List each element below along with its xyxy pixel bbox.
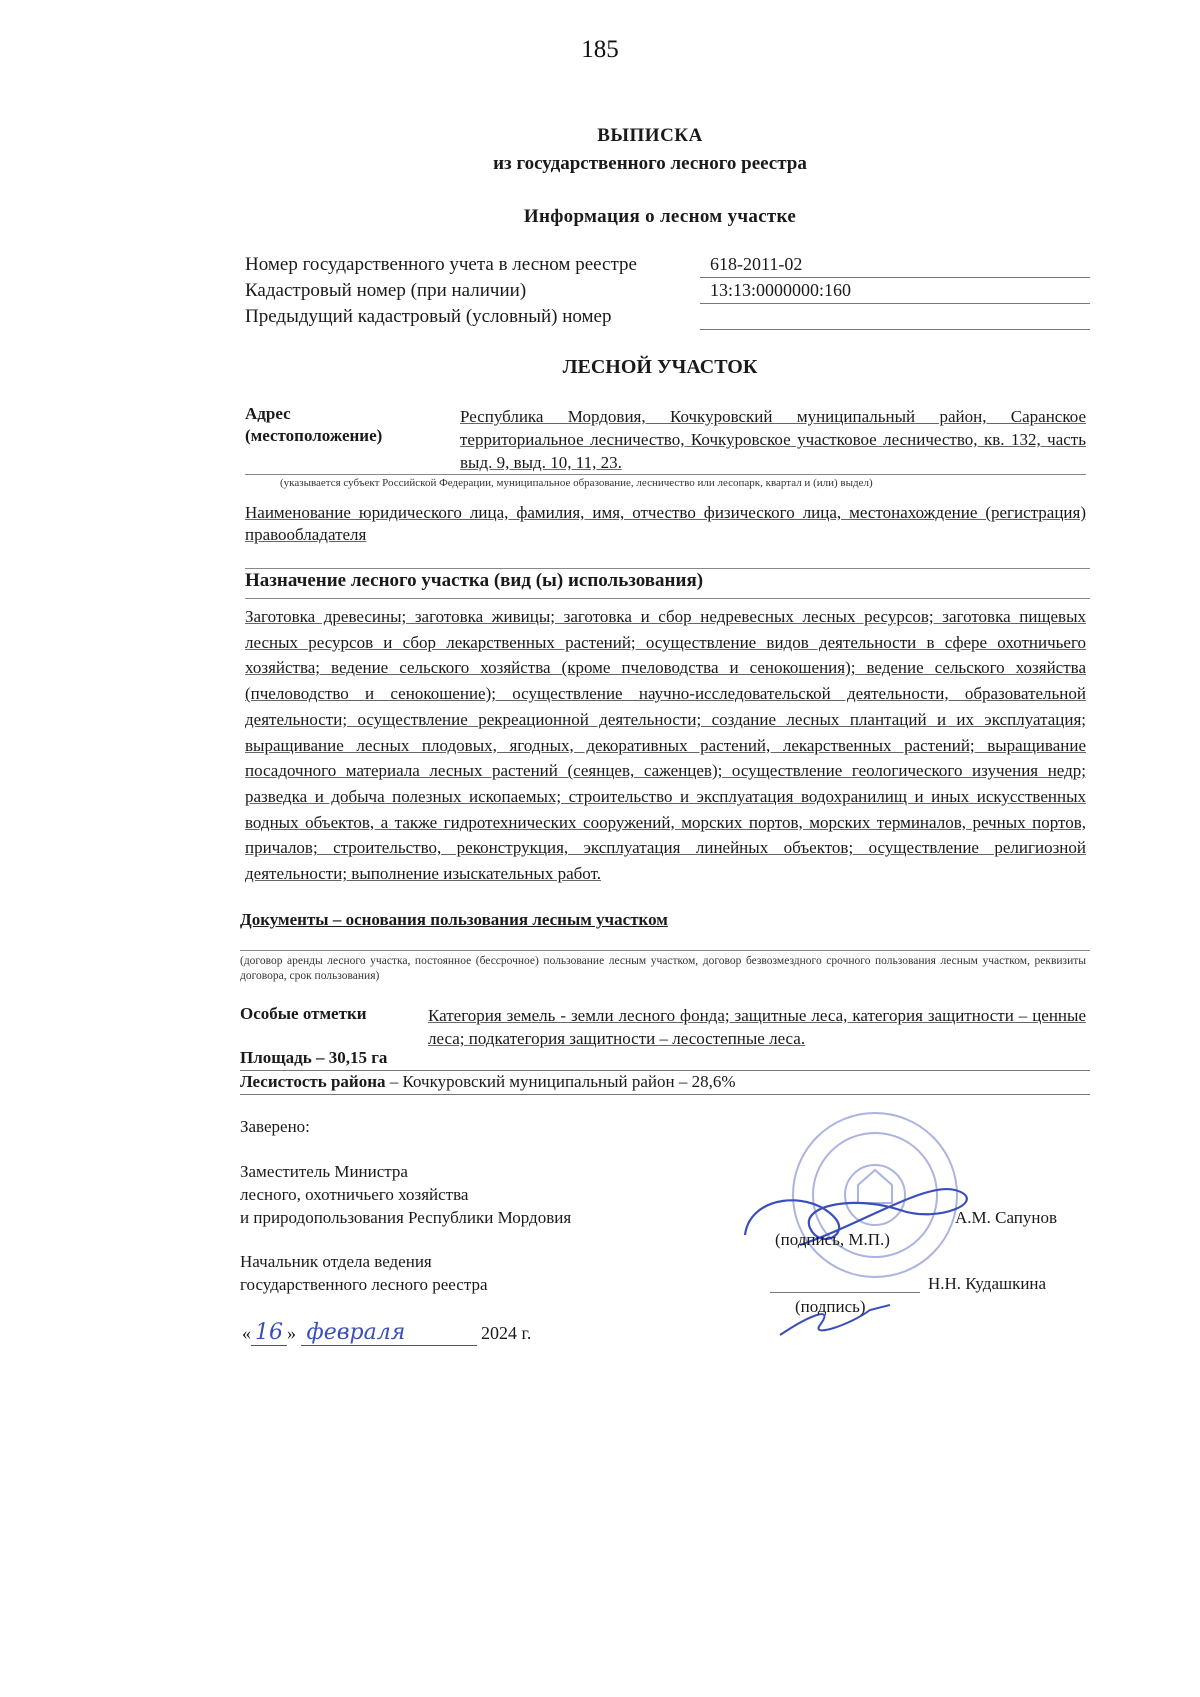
area-line <box>240 1048 1090 1071</box>
signer1-title-line3: и природопользования Республики Мордовия <box>240 1208 572 1227</box>
cadastral-number-value: 13:13:0000000:160 <box>700 280 1090 304</box>
signer2-title <box>240 1250 488 1296</box>
address-divider <box>245 474 1086 475</box>
signer1-title <box>240 1160 571 1229</box>
section-title: Информация о лесном участке <box>523 206 797 227</box>
documents-hint: (договор аренды лесного участка, постоянное (бессрочное) пользование лесным участком, договор безвозмездного срочного пользования лесным участком, реквизиты договора, срок пользования) <box>240 955 1086 982</box>
cadastral-number-label: Кадастровый номер (при наличии) <box>245 280 527 301</box>
document-title: ВЫПИСКА <box>597 125 703 146</box>
date-line <box>242 1320 531 1346</box>
documents-divider <box>240 950 1090 951</box>
forest-cover-label: Лесистость района <box>240 1072 386 1091</box>
forest-cover-line <box>240 1072 1090 1095</box>
holder-label: Наименование юридического лица, фамилия, имя, отчество физического лица, местонахождение (регистрация) правообладателя <box>245 503 1086 544</box>
date-day: 16 <box>251 1320 287 1346</box>
signer2-title-line1: Начальник отдела ведения <box>240 1252 432 1271</box>
documents-label: Документы – основания пользования лесным участком <box>240 910 668 929</box>
forest-cover-value: – Кочкуровский муниципальный район – 28,6% <box>385 1072 736 1091</box>
date-year: 2024 г. <box>481 1323 532 1343</box>
certified-label: Заверено: <box>240 1117 310 1136</box>
address-hint: (указывается субъект Российской Федерации, муниципальное образование, лесничество или лесопарк, квартал и (или) выдел) <box>280 477 873 489</box>
address-label-line2: (местоположение) <box>245 426 383 445</box>
signer1-title-line2: лесного, охотничьего хозяйства <box>240 1185 469 1204</box>
state-number-label: Номер государственного учета в лесном реестре <box>245 254 637 275</box>
previous-number-label: Предыдущий кадастровый (условный) номер <box>245 306 612 327</box>
purpose-divider <box>245 598 1090 599</box>
area-label: Площадь – 30,15 га <box>240 1048 388 1067</box>
signer2-title-line2: государственного лесного реестра <box>240 1275 488 1294</box>
special-notes-label: Особые отметки <box>240 1004 367 1023</box>
signer1-name: А.М. Сапунов <box>955 1208 1058 1227</box>
lot-title: ЛЕСНОЙ УЧАСТОК <box>562 356 758 378</box>
signer2-caption: (подпись) <box>795 1297 866 1316</box>
purpose-label: Назначение лесного участка (вид (ы) использования) <box>245 570 704 591</box>
signer2-line <box>770 1292 920 1293</box>
document-subtitle: из государственного лесного реестра <box>493 153 807 174</box>
address-label-line1: Адрес <box>245 404 291 423</box>
special-notes-value: Категория земель - земли лесного фонда; защитные леса, категория защитности – ценные леса; подкатегория защитности – лесостепные леса. <box>428 1006 1086 1048</box>
previous-number-value <box>700 306 1090 330</box>
purpose-text: Заготовка древесины; заготовка живицы; заготовка и сбор недревесных лесных ресурсов; заготовка пищевых лесных ресурсов и сбор лекарственных растений; осуществление видов деятельности в сфере охотничьего хозяйства; ведение сельского хозяйства (кроме пчеловодства и сенокошения); ведение сельского хозяйства (пчеловодство и сенокошение); осуществление научно-исследовательской деятельности, образовательной деятельности; осуществление рекреационной деятельности; создание лесных плантаций и их эксплуатация; выращивание лесных плодовых, ягодных, декоративных растений, лекарственных растений; выращивание посадочного материала лесных растений (сеянцев, саженцев); осуществление геологического изучения недр; разведка и добыча полезных ископаемых; строительство и эксплуатация водохранилищ и иных искусственных водных объектов, а также гидротехнических сооружений, морских портов, морских терминалов, речных портов, причалов; строительство, реконструкция, эксплуатация линейных объектов; осуществление религиозной деятельности; выполнение изыскательных работ. <box>245 607 1086 884</box>
address-value: Республика Мордовия, Кочкуровский муниципальный район, Саранское территориальное лесничество, Кочкуровское участковое лесничество, кв. 132, часть выд. 9, выд. 10, 11, 23. <box>460 407 1086 472</box>
address-label <box>245 403 382 447</box>
holder-divider <box>245 568 1090 569</box>
date-close-quote: » <box>287 1323 296 1343</box>
date-month: февраля <box>301 1320 477 1346</box>
page-number: 185 <box>581 36 619 63</box>
date-open-quote: « <box>242 1323 251 1343</box>
signer1-title-line1: Заместитель Министра <box>240 1162 408 1181</box>
state-number-value: 618-2011-02 <box>700 254 1090 278</box>
signer2-name: Н.Н. Кудашкина <box>928 1274 1047 1293</box>
signer1-caption: (подпись, М.П.) <box>775 1230 890 1249</box>
